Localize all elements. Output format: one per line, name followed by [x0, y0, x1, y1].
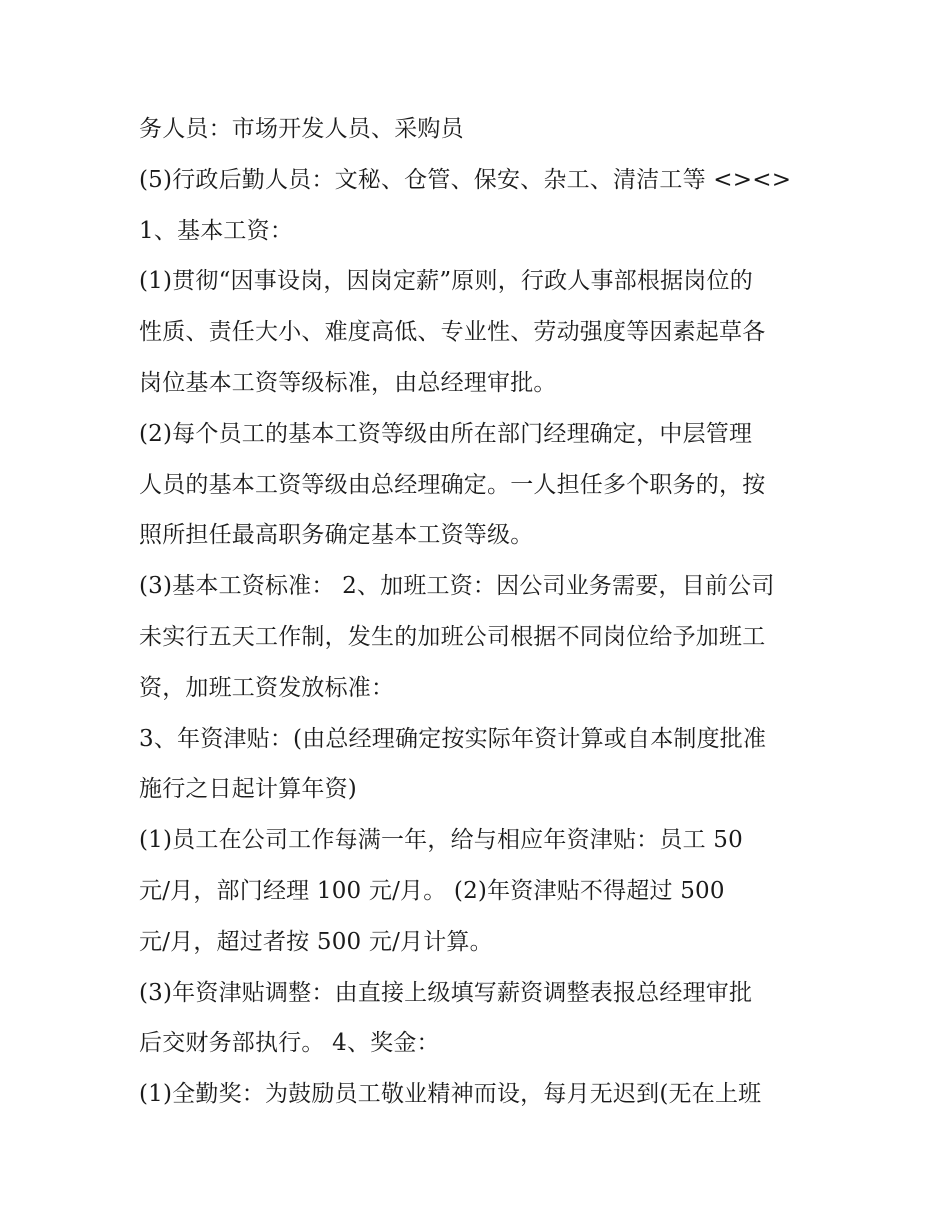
text-line: 3、年资津贴：(由总经理确定按实际年资计算或自本制度批准 [139, 725, 767, 752]
text-line: 人员的基本工资等级由总经理确定。一人担任多个职务的，按 [139, 471, 766, 498]
text-line: 资，加班工资发放标准： [139, 674, 395, 701]
text-line: 元/月，部门经理 100 元/月。 (2)年资津贴不得超过 500 [139, 877, 725, 904]
text-line: (2)每个员工的基本工资等级由所在部门经理确定，中层管理 [139, 420, 753, 447]
text-line: 元/月，超过者按 500 元/月计算。 [139, 928, 493, 955]
text-line: 未实行五天工作制，发生的加班公司根据不同岗位给予加班工 [139, 623, 766, 650]
text-line: 性质、责任大小、难度高低、专业性、劳动强度等因素起草各 [139, 319, 766, 346]
text-line: (1)贯彻“因事设岗，因岗定薪”原则，行政人事部根据岗位的 [139, 268, 753, 295]
text-line: 岗位基本工资等级标准，由总经理审批。 [139, 369, 557, 396]
text-line: 照所担任最高职务确定基本工资等级。 [139, 522, 534, 549]
document-body [139, 104, 829, 1120]
text-line: (3)年资津贴调整：由直接上级填写薪资调整表报总经理审批 [139, 979, 753, 1006]
text-line: (5)行政后勤人员：文秘、仓管、保安、杂工、清洁工等 <><> [139, 166, 792, 193]
text-line: (1)全勤奖：为鼓励员工敬业精神而设，每月无迟到(无在上班 [139, 1081, 762, 1108]
text-line: 后交财务部执行。 4、奖金： [139, 1030, 440, 1057]
text-line: 施行之日起计算年资) [139, 776, 357, 803]
text-line: 务人员：市场开发人员、采购员 [139, 116, 464, 142]
text-line: (1)员工在公司工作每满一年，给与相应年资津贴：员工 50 [139, 827, 743, 854]
text-line: 1、基本工资： [139, 217, 294, 244]
text-line: (3)基本工资标准： 2、加班工资：因公司业务需要，目前公司 [139, 573, 775, 600]
